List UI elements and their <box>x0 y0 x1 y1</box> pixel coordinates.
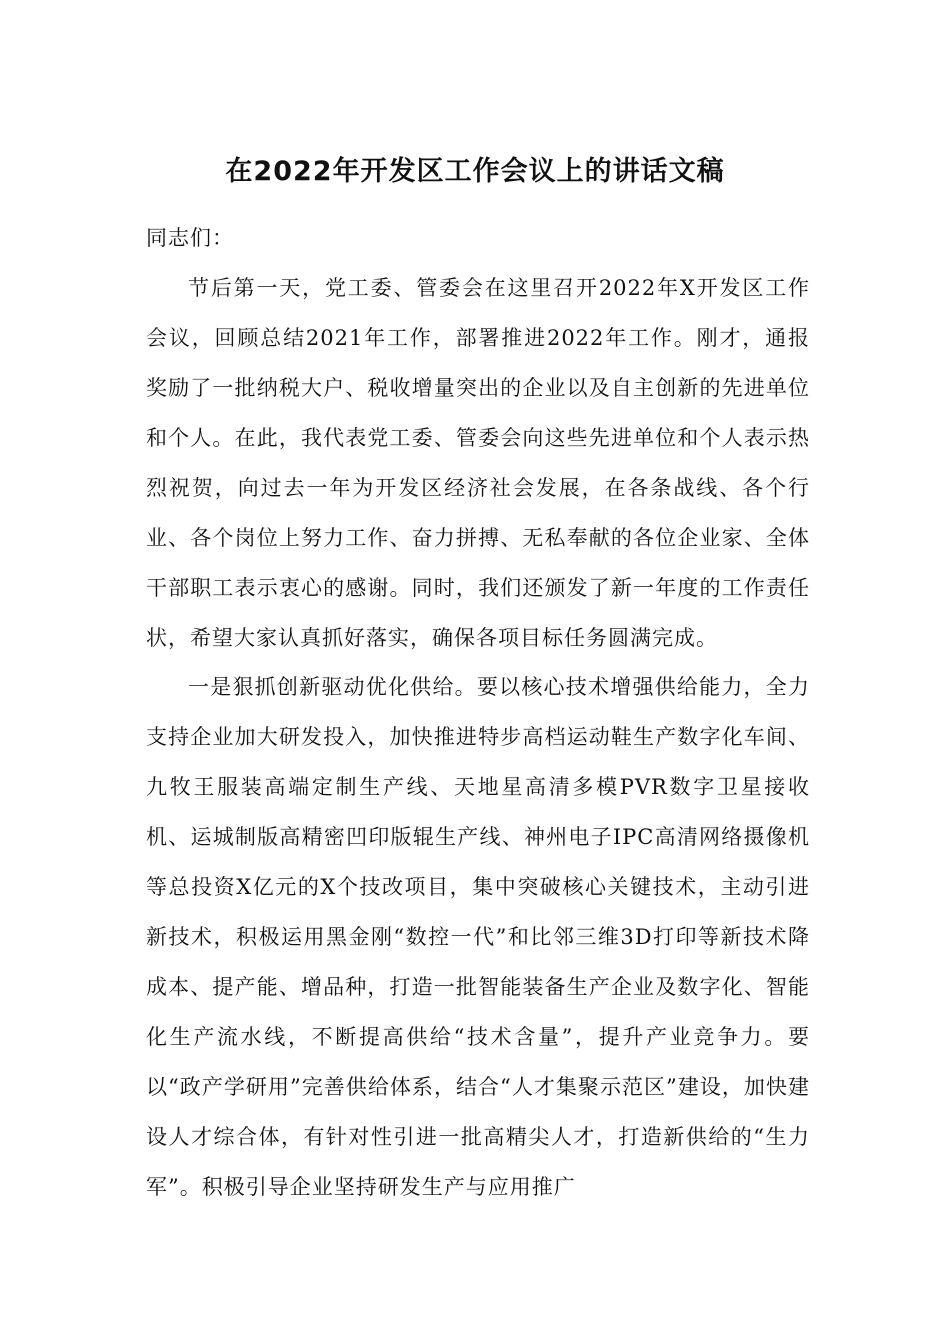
salutation: 同志们： <box>146 226 234 250</box>
document-title: 在2022年开发区工作会议上的讲话文稿 <box>225 156 725 187</box>
paragraph-2: 一是狠抓创新驱动优化供给。要以核心技术增强供给能力，全力支持企业加大研发投入，加快推进特步高档运动鞋生产数字化车间、九牧王服装高端定制生产线、天地星高清多模PVR数字卫星接收机、运城制版高精密凹印版辊生产线、神州电子IPC高清网络摄像机等总投资X亿元的X个技改项目，集中突破核心关键技术，主动引进新技术，积极运用黑金刚“数控一代”和比邻三维3D打印等新技术降成本、提产能、增品种，打造一批智能装备生产企业及数字化、智能化生产流水线，不断提高供给“技术含量”，提升产业竞争力。要以“政产学研用”完善供给体系，结合“人才集聚示范区”建设，加快建设人才综合体，有针对性引进一批高精尖人才，打造新供给的“生力军”。积极引导企业坚持研发生产与应用推广 <box>146 675 810 1199</box>
paragraph-1: 节后第一天，党工委、管委会在这里召开2022年X开发区工作会议，回顾总结2021年工作，部署推进2022年工作。刚才，通报奖励了一批纳税大户、税收增量突出的企业以及自主创新的先进单位和个人。在此，我代表党工委、管委会向这些先进单位和个人表示热烈祝贺，向过去一年为开发区经济社会发展，在各条战线、各个行业、各个岗位上努力工作、奋力拼搏、无私奉献的各位企业家、全体干部职工表示衷心的感谢。同时，我们还颁发了新一年度的工作责任状，希望大家认真抓好落实，确保各项目标任务圆满完成。 <box>146 276 810 650</box>
